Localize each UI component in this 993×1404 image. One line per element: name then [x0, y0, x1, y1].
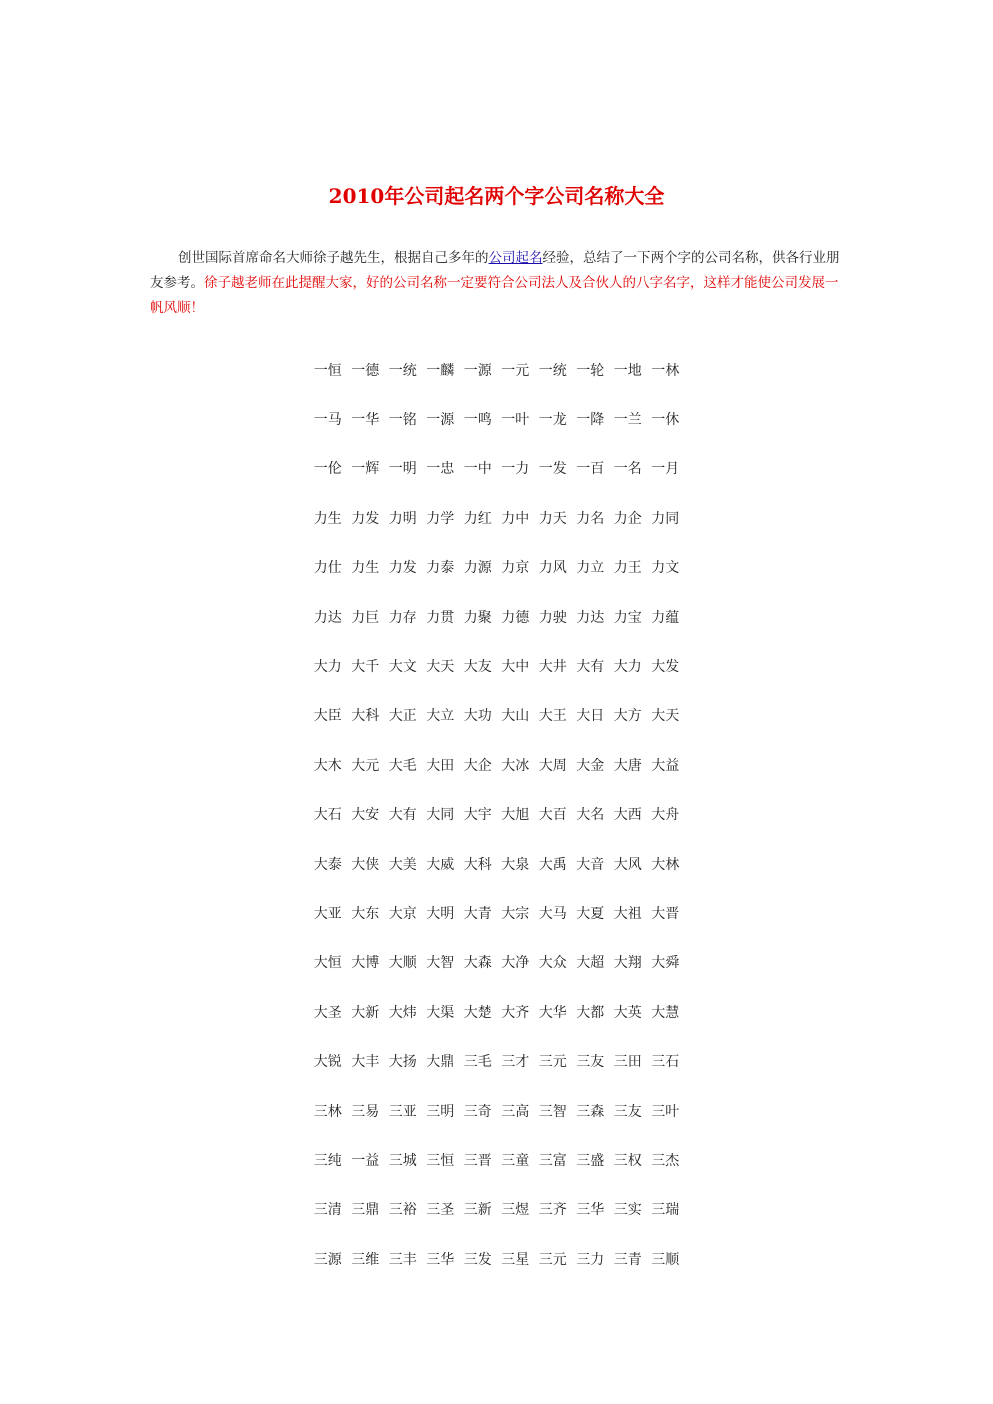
company-name: 三恒 [426, 1152, 455, 1169]
company-name: 大森 [463, 955, 492, 972]
company-name: 力天 [538, 510, 567, 527]
company-name: 一源 [463, 362, 492, 379]
company-name: 三源 [313, 1251, 342, 1268]
company-name: 一发 [538, 461, 567, 478]
company-name: 三盛 [576, 1152, 605, 1169]
company-name: 力泰 [426, 560, 455, 577]
company-name: 三城 [388, 1152, 417, 1169]
company-name: 一龙 [538, 412, 567, 429]
name-row [0, 642, 993, 691]
intro-text: 创世国际首席命名大师徐子越先生，根据自己多年的 [178, 250, 489, 266]
name-row [0, 346, 993, 395]
name-row [0, 988, 993, 1037]
company-name: 大西 [613, 807, 642, 824]
company-name: 大丰 [351, 1054, 380, 1071]
company-name: 大科 [463, 856, 492, 873]
company-name: 三鼎 [351, 1202, 380, 1219]
company-name: 大文 [388, 659, 417, 676]
company-name: 三石 [651, 1054, 680, 1071]
company-name: 三高 [501, 1103, 530, 1120]
company-name: 一名 [613, 461, 642, 478]
company-name: 一力 [501, 461, 530, 478]
company-name: 三智 [538, 1103, 567, 1120]
company-name: 力生 [313, 510, 342, 527]
company-name: 大中 [501, 659, 530, 676]
company-name: 力生 [351, 560, 380, 577]
company-name: 大侠 [351, 856, 380, 873]
company-name: 大有 [388, 807, 417, 824]
company-name: 一恒 [313, 362, 342, 379]
company-name: 一辉 [351, 461, 380, 478]
company-name: 大力 [313, 659, 342, 676]
company-name: 大天 [426, 659, 455, 676]
company-name: 三煜 [501, 1202, 530, 1219]
company-name: 三亚 [388, 1103, 417, 1120]
company-name: 力源 [463, 560, 492, 577]
company-name: 大冰 [501, 757, 530, 774]
company-name: 三友 [613, 1103, 642, 1120]
name-row [0, 1087, 993, 1136]
company-name: 三友 [576, 1054, 605, 1071]
company-name: 一统 [538, 362, 567, 379]
company-name: 大木 [313, 757, 342, 774]
company-name: 大王 [538, 708, 567, 725]
company-name: 大立 [426, 708, 455, 725]
company-name: 三明 [426, 1103, 455, 1120]
company-naming-link[interactable]: 公司起名 [488, 250, 543, 266]
company-name: 大天 [651, 708, 680, 725]
company-name: 三新 [463, 1202, 492, 1219]
company-name: 大毛 [388, 757, 417, 774]
company-name: 一月 [651, 461, 680, 478]
company-name: 大周 [538, 757, 567, 774]
company-name: 三杰 [651, 1152, 680, 1169]
company-name: 大鼎 [426, 1054, 455, 1071]
company-name: 力发 [388, 560, 417, 577]
company-name: 三裕 [388, 1202, 417, 1219]
company-name: 力德 [501, 609, 530, 626]
name-row [0, 840, 993, 889]
company-name: 大青 [463, 905, 492, 922]
company-name: 大井 [538, 659, 567, 676]
company-name: 大齐 [501, 1004, 530, 1021]
company-name: 一忠 [426, 461, 455, 478]
company-name: 三丰 [388, 1251, 417, 1268]
company-name: 力贯 [426, 609, 455, 626]
company-name: 大石 [313, 807, 342, 824]
company-name: 大日 [576, 708, 605, 725]
company-name: 大众 [538, 955, 567, 972]
name-row [0, 889, 993, 938]
name-row [0, 939, 993, 988]
company-name: 大泰 [313, 856, 342, 873]
company-name: 大元 [351, 757, 380, 774]
company-name: 大华 [538, 1004, 567, 1021]
company-name: 三富 [538, 1152, 567, 1169]
company-name: 大净 [501, 955, 530, 972]
company-name: 一降 [576, 412, 605, 429]
company-name: 力蕴 [651, 609, 680, 626]
company-name: 三晋 [463, 1152, 492, 1169]
company-name: 力驶 [538, 609, 567, 626]
company-name: 大泉 [501, 856, 530, 873]
company-name: 一兰 [613, 412, 642, 429]
company-name: 大山 [501, 708, 530, 725]
company-name: 大新 [351, 1004, 380, 1021]
name-row [0, 544, 993, 593]
company-name: 三星 [501, 1251, 530, 1268]
company-name: 力宝 [613, 609, 642, 626]
company-name: 大楚 [463, 1004, 492, 1021]
company-name: 一鸣 [463, 412, 492, 429]
company-name: 大美 [388, 856, 417, 873]
company-name: 大千 [351, 659, 380, 676]
company-name: 一明 [388, 461, 417, 478]
company-name: 大力 [613, 659, 642, 676]
company-name: 一地 [613, 362, 642, 379]
company-name: 力同 [651, 510, 680, 527]
company-name: 力仕 [313, 560, 342, 577]
company-name: 大晋 [651, 905, 680, 922]
company-name: 大科 [351, 708, 380, 725]
company-name: 力存 [388, 609, 417, 626]
company-name: 大百 [538, 807, 567, 824]
name-row [0, 395, 993, 444]
company-name: 大风 [613, 856, 642, 873]
company-name: 大祖 [613, 905, 642, 922]
company-name: 大慧 [651, 1004, 680, 1021]
company-name: 一伦 [313, 461, 342, 478]
company-name: 三森 [576, 1103, 605, 1120]
company-name: 一统 [388, 362, 417, 379]
company-name: 力聚 [463, 609, 492, 626]
company-name: 三瑞 [651, 1202, 680, 1219]
company-name: 大渠 [426, 1004, 455, 1021]
company-name: 大企 [463, 757, 492, 774]
company-name: 三华 [426, 1251, 455, 1268]
company-name: 大旭 [501, 807, 530, 824]
company-name: 力王 [613, 560, 642, 577]
company-name: 三发 [463, 1251, 492, 1268]
company-name: 三奇 [463, 1103, 492, 1120]
name-row [0, 1235, 993, 1284]
company-name: 一叶 [501, 412, 530, 429]
company-name: 力立 [576, 560, 605, 577]
company-name: 三毛 [463, 1054, 492, 1071]
company-name: 力文 [651, 560, 680, 577]
company-name: 大圣 [313, 1004, 342, 1021]
company-name: 力发 [351, 510, 380, 527]
company-name: 大翔 [613, 955, 642, 972]
company-name: 一休 [651, 412, 680, 429]
company-name: 三才 [501, 1054, 530, 1071]
company-name: 大英 [613, 1004, 642, 1021]
company-name: 大锐 [313, 1054, 342, 1071]
name-row [0, 1136, 993, 1185]
company-name: 三青 [613, 1251, 642, 1268]
company-name: 大音 [576, 856, 605, 873]
company-name: 力京 [501, 560, 530, 577]
company-name: 三元 [538, 1251, 567, 1268]
company-name: 三权 [613, 1152, 642, 1169]
company-name: 大马 [538, 905, 567, 922]
name-row [0, 1186, 993, 1235]
company-name: 大宗 [501, 905, 530, 922]
company-name: 力中 [501, 510, 530, 527]
company-name: 力风 [538, 560, 567, 577]
company-name: 力达 [576, 609, 605, 626]
company-name: 三顺 [651, 1251, 680, 1268]
company-name: 力红 [463, 510, 492, 527]
company-name: 大都 [576, 1004, 605, 1021]
company-name: 大臣 [313, 708, 342, 725]
company-name: 三易 [351, 1103, 380, 1120]
company-name: 三叶 [651, 1103, 680, 1120]
company-name: 大安 [351, 807, 380, 824]
company-name: 三齐 [538, 1202, 567, 1219]
intro-warning: 徐子越老师在此提醒大家，好的公司名称一定要符合公司法人及合伙人的八字名字，这样才能使公司发展一帆风顺！ [150, 275, 839, 316]
company-name: 三清 [313, 1202, 342, 1219]
company-name: 大顺 [388, 955, 417, 972]
company-name: 大博 [351, 955, 380, 972]
company-name: 大功 [463, 708, 492, 725]
company-name: 三林 [313, 1103, 342, 1120]
company-name: 三元 [538, 1054, 567, 1071]
name-row [0, 494, 993, 543]
company-name: 三华 [576, 1202, 605, 1219]
company-name: 一德 [351, 362, 380, 379]
company-name: 大恒 [313, 955, 342, 972]
company-name: 大有 [576, 659, 605, 676]
company-name: 大田 [426, 757, 455, 774]
company-name: 三田 [613, 1054, 642, 1071]
name-row [0, 445, 993, 494]
company-name: 一中 [463, 461, 492, 478]
company-name: 三童 [501, 1152, 530, 1169]
company-name: 大超 [576, 955, 605, 972]
company-name: 大宇 [463, 807, 492, 824]
company-name: 三力 [576, 1251, 605, 1268]
company-name: 力巨 [351, 609, 380, 626]
company-name: 大炜 [388, 1004, 417, 1021]
company-name: 一轮 [576, 362, 605, 379]
company-name: 力企 [613, 510, 642, 527]
company-name: 力明 [388, 510, 417, 527]
company-name: 一麟 [426, 362, 455, 379]
company-name: 三维 [351, 1251, 380, 1268]
company-name: 大方 [613, 708, 642, 725]
company-name: 三实 [613, 1202, 642, 1219]
company-name: 大林 [651, 856, 680, 873]
document-title: 2010年公司起名两个字公司名称大全 [328, 184, 665, 208]
company-name: 力学 [426, 510, 455, 527]
company-name: 大东 [351, 905, 380, 922]
company-name: 大威 [426, 856, 455, 873]
company-name: 大舜 [651, 955, 680, 972]
name-row [0, 692, 993, 741]
company-name: 三圣 [426, 1202, 455, 1219]
company-name: 大禹 [538, 856, 567, 873]
company-name: 大亚 [313, 905, 342, 922]
company-name: 大扬 [388, 1054, 417, 1071]
company-name: 一元 [501, 362, 530, 379]
company-name: 大夏 [576, 905, 605, 922]
name-row [0, 791, 993, 840]
name-row [0, 1037, 993, 1086]
name-row [0, 741, 993, 790]
company-name: 大智 [426, 955, 455, 972]
company-name: 力达 [313, 609, 342, 626]
company-name: 大益 [651, 757, 680, 774]
name-row [0, 593, 993, 642]
company-name: 一华 [351, 412, 380, 429]
company-name: 一铭 [388, 412, 417, 429]
company-name: 大友 [463, 659, 492, 676]
company-name: 大金 [576, 757, 605, 774]
company-name: 大正 [388, 708, 417, 725]
company-name: 大明 [426, 905, 455, 922]
company-name: 一益 [351, 1152, 380, 1169]
company-name: 大唐 [613, 757, 642, 774]
company-name-list [0, 346, 993, 1284]
company-name: 一百 [576, 461, 605, 478]
company-name: 大同 [426, 807, 455, 824]
company-name: 大舟 [651, 807, 680, 824]
company-name: 一林 [651, 362, 680, 379]
intro-text-continued: 经验，总结了一下两个字的公司名称，供各行业朋友参考。 [150, 250, 840, 291]
company-name: 力名 [576, 510, 605, 527]
intro-paragraph [150, 246, 850, 321]
company-name: 大京 [388, 905, 417, 922]
company-name: 三纯 [313, 1152, 342, 1169]
company-name: 大发 [651, 659, 680, 676]
company-name: 一马 [313, 412, 342, 429]
company-name: 一源 [426, 412, 455, 429]
company-name: 大名 [576, 807, 605, 824]
